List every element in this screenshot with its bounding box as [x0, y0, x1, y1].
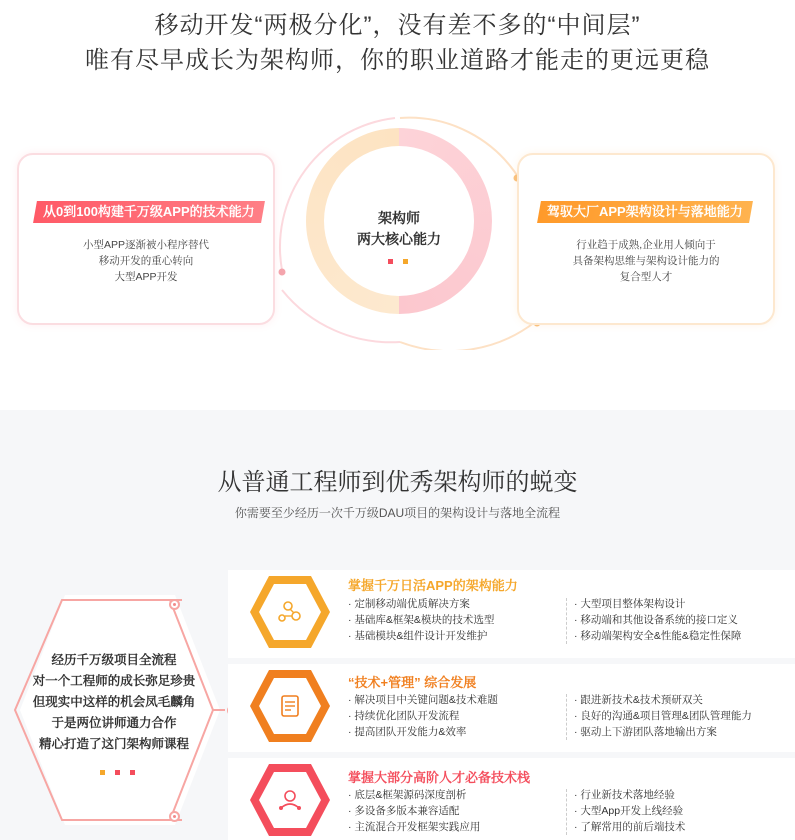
intro-line: 但现实中这样的机会凤毛麟角: [32, 695, 196, 709]
card-app-tech-capability: [17, 153, 275, 325]
bullet-item: · 底层&框架源码深度剖析: [348, 789, 467, 801]
section-subtitle: 你需要至少经历一次千万级DAU项目的架构设计与落地全流程: [234, 506, 561, 520]
bullet-item: · 大型项目整体架构设计: [574, 598, 686, 610]
network-icon: [248, 572, 332, 652]
section-title: 从普通工程师到优秀架构师的蜕变: [217, 469, 578, 496]
intro-line: 精心打造了这门架构师课程: [38, 737, 189, 751]
intro-line: 对一个工程师的成长弥足珍贵: [32, 674, 196, 688]
bullet-item: · 大型App开发上线经验: [574, 805, 684, 817]
card-architecture-capability: [517, 153, 775, 325]
card-line: 移动开发的重心转向: [98, 255, 194, 267]
bullet-item: · 基础库&框架&模块的技术选型: [348, 614, 495, 626]
connector-dot: [169, 599, 180, 610]
orange-dot: [403, 259, 408, 264]
hero-subheadline: 唯有尽早成长为架构师，你的职业道路才能走的更远更稳: [85, 47, 710, 74]
bullet-item: · 持续优化团队开发流程: [348, 710, 460, 722]
card-line: 具备架构思维与架构设计能力的: [572, 255, 720, 267]
center-title-line1: 架构师: [378, 210, 420, 226]
intro-line: 经历千万级项目全流程: [51, 653, 177, 667]
card-line: 行业趋于成熟,企业用人倾向于: [576, 239, 716, 251]
row-title: 掌握千万日活APP的架构能力: [348, 578, 518, 593]
card-line: 小型APP逐渐被小程序替代: [82, 239, 209, 251]
card-description: [19, 237, 273, 285]
bullet-item: · 主流混合开发框架实践应用: [348, 821, 481, 833]
bullet-item: · 跟进新技术&技术预研双关: [574, 694, 703, 706]
bullet-item: · 解决项目中关键问题&技术难题: [348, 694, 498, 706]
bullet-item: · 定制移动端优质解决方案: [348, 598, 470, 610]
row-title: “技术+管理” 综合发展: [348, 675, 477, 690]
bullet-item: · 移动端架构安全&性能&稳定性保障: [574, 630, 742, 642]
bullet-item: · 了解常用的前后端技术: [574, 821, 686, 833]
bullet-item: · 行业新技术落地经验: [574, 789, 675, 801]
column-divider: [566, 694, 567, 740]
bullet-item: · 驱动上下游团队落地输出方案: [574, 726, 717, 738]
column-divider: [566, 598, 567, 644]
bullet-item: · 提高团队开发能力&效率: [348, 726, 467, 738]
column-divider: [566, 789, 567, 835]
intro-line: 于是两位讲师通力合作: [51, 716, 177, 730]
card-tag: 从0到100构建千万级APP的技术能力: [33, 201, 265, 223]
document-icon: [248, 666, 332, 746]
card-tag: 驾驭大厂APP架构设计与落地能力: [537, 201, 753, 223]
center-title-line2: 两大核心能力: [357, 231, 441, 247]
red-dot: [388, 259, 393, 264]
orange-dot: [100, 770, 105, 775]
bullet-item: · 良好的沟通&项目管理&团队管理能力: [574, 710, 752, 722]
card-line: 复合型人才: [619, 271, 673, 283]
card-description: [519, 237, 773, 285]
connector-dot: [169, 811, 180, 822]
row-title: 掌握大部分高阶人才必备技术栈: [348, 770, 531, 785]
red-dot: [130, 770, 135, 775]
hero-headline: 移动开发“两极分化”，没有差不多的“中间层”: [154, 12, 641, 39]
team-icon: [248, 760, 332, 840]
bullet-item: · 多设备多版本兼容适配: [348, 805, 460, 817]
bullet-item: · 基础模块&组件设计开发维护: [348, 630, 488, 642]
card-line: 大型APP开发: [114, 271, 178, 283]
bullet-item: · 移动端和其他设备系统的接口定义: [574, 614, 738, 626]
red-dot: [115, 770, 120, 775]
